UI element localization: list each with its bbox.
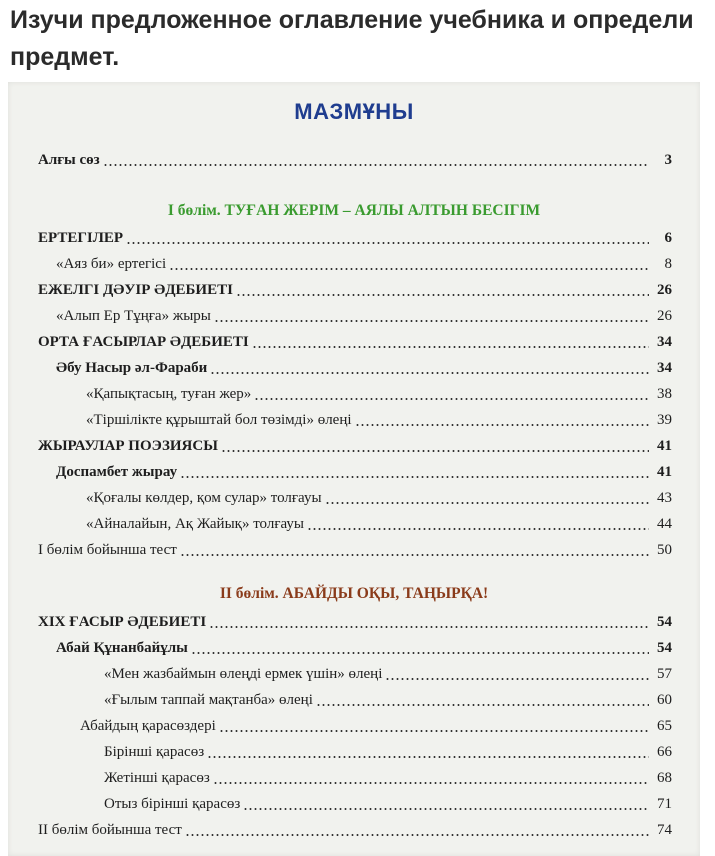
toc-entry-text: «Аяз би» ертегісі [56,256,167,272]
toc-entry-page: 8 [664,256,672,272]
toc-entry-intro [8,146,672,170]
toc-entry-text: Абай Құнанбайұлы [56,640,188,656]
toc-entry [8,536,672,560]
leader-dots [355,424,649,426]
toc-entry-text: «Мен жазбаймын өлеңді ермек үшін» өлеңі [104,666,383,682]
toc-entry-page: 41 [657,464,672,480]
toc-entry-text: ЖЫРАУЛАР ПОЭЗИЯСЫ [38,438,218,454]
toc-entry [8,686,672,710]
leader-dots [214,320,649,322]
toc-entry-page: 57 [657,666,672,682]
leader-dots [191,652,649,654]
leader-dots [252,346,649,348]
leader-dots [219,730,649,732]
leader-dots [316,704,649,706]
section2-title: II бөлім. АБАЙДЫ ОҚЫ, ТАҢЫРҚА! [219,585,489,602]
toc-page [8,82,700,856]
leader-dots [325,502,649,504]
toc-entry-page: 34 [657,360,672,376]
leader-dots [254,398,649,400]
toc-entry [8,712,672,736]
toc-entry-text: «Айналайын, Ақ Жайық» толғауы [86,516,304,532]
toc-entry-page: 39 [657,412,672,428]
leader-dots [210,372,649,374]
leader-dots [385,678,649,680]
toc-entry-page: 38 [657,386,672,402]
toc-entry [8,484,672,508]
toc-entry-text: Отыз бірінші қарасөз [104,796,241,812]
toc-entry [8,510,672,534]
leader-dots [243,808,649,810]
toc-entry [8,458,672,482]
toc-entry [8,432,672,456]
toc-entry [8,328,672,352]
toc-entry [8,276,672,300]
question-text: Изучи предложенное оглавление учебника и определи предмет. [10,6,694,71]
toc-entry-page: 3 [664,152,672,168]
toc-entry [8,634,672,658]
toc-entry [8,406,672,430]
leader-dots [169,268,649,270]
toc-entry-text: «Тіршілікте құрыштай бол төзімді» өлеңі [86,412,352,428]
toc-entry-text: Абайдың қарасөздері [80,718,216,734]
toc-entry-page: 26 [657,282,672,298]
toc-entry-page: 66 [657,744,672,760]
toc-entry-page: 71 [657,796,672,812]
toc-entry [8,224,672,248]
toc-entry-text: Әбу Насыр әл-Фараби [56,360,208,376]
leader-dots [236,294,649,296]
leader-dots [221,450,649,452]
toc-title: МАЗМҰНЫ [294,99,414,124]
toc-entry-text: ЕЖЕЛГІ ДӘУІР ӘДЕБИЕТІ [38,282,233,298]
toc-entry-page: 65 [657,718,672,734]
leader-dots [213,782,649,784]
section1-title: I бөлім. ТУҒАН ЖЕРІМ – АЯЛЫ АЛТЫН БЕСІГІМ [167,202,541,219]
toc-entry-text: «Қапықтасың, туған жер» [86,386,252,402]
toc-entry [8,354,672,378]
leader-dots [103,164,649,166]
toc-entry [8,302,672,326]
toc-entry-page: 34 [657,334,672,350]
toc-entry [8,250,672,274]
toc-entry-page: 54 [657,640,672,656]
toc-entry [8,738,672,762]
toc-entry-page: 68 [657,770,672,786]
toc-entry-text: I бөлім бойынша тест [38,542,177,558]
toc-entry [8,764,672,788]
toc-entry-text: «Қоғалы көлдер, қом сулар» толғауы [86,490,322,506]
toc-entry-page: 50 [657,542,672,558]
toc-entry-page: 41 [657,438,672,454]
toc-entry-text: «Алып Ер Тұңға» жыры [56,308,211,324]
toc-entry-page: 54 [657,614,672,630]
toc-entry-text: Бірінші қарасөз [104,744,205,760]
leader-dots [185,834,649,836]
leader-dots [126,242,649,244]
toc-entry [8,608,672,632]
toc-entry-text: ЕРТЕГІЛЕР [38,230,124,246]
leader-dots [180,554,649,556]
toc-entry-text: Алғы сөз [38,152,100,168]
toc-entry [8,816,672,840]
toc-entry-text: ОРТА ҒАСЫРЛАР ӘДЕБИЕТІ [38,334,249,350]
toc-entry-text: «Ғылым таппай мақтанба» өлеңі [104,692,313,708]
toc-entry-page: 43 [657,490,672,506]
toc-entry-text: II бөлім бойынша тест [38,822,182,838]
toc-entry-text: XIX ҒАСЫР ӘДЕБИЕТІ [38,614,207,630]
toc-entry-page: 6 [664,230,672,246]
toc-entry [8,380,672,404]
toc-entry-page: 60 [657,692,672,708]
leader-dots [307,528,649,530]
toc-entry-page: 26 [657,308,672,324]
toc-entry [8,660,672,684]
toc-entry-text: Доспамбет жырау [56,464,178,480]
leader-dots [207,756,649,758]
toc-entry-page: 74 [657,822,672,838]
toc-entry-page: 44 [657,516,672,532]
toc-entry-text: Жетінші қарасөз [104,770,210,786]
leader-dots [209,626,649,628]
leader-dots [180,476,649,478]
toc-entry [8,790,672,814]
